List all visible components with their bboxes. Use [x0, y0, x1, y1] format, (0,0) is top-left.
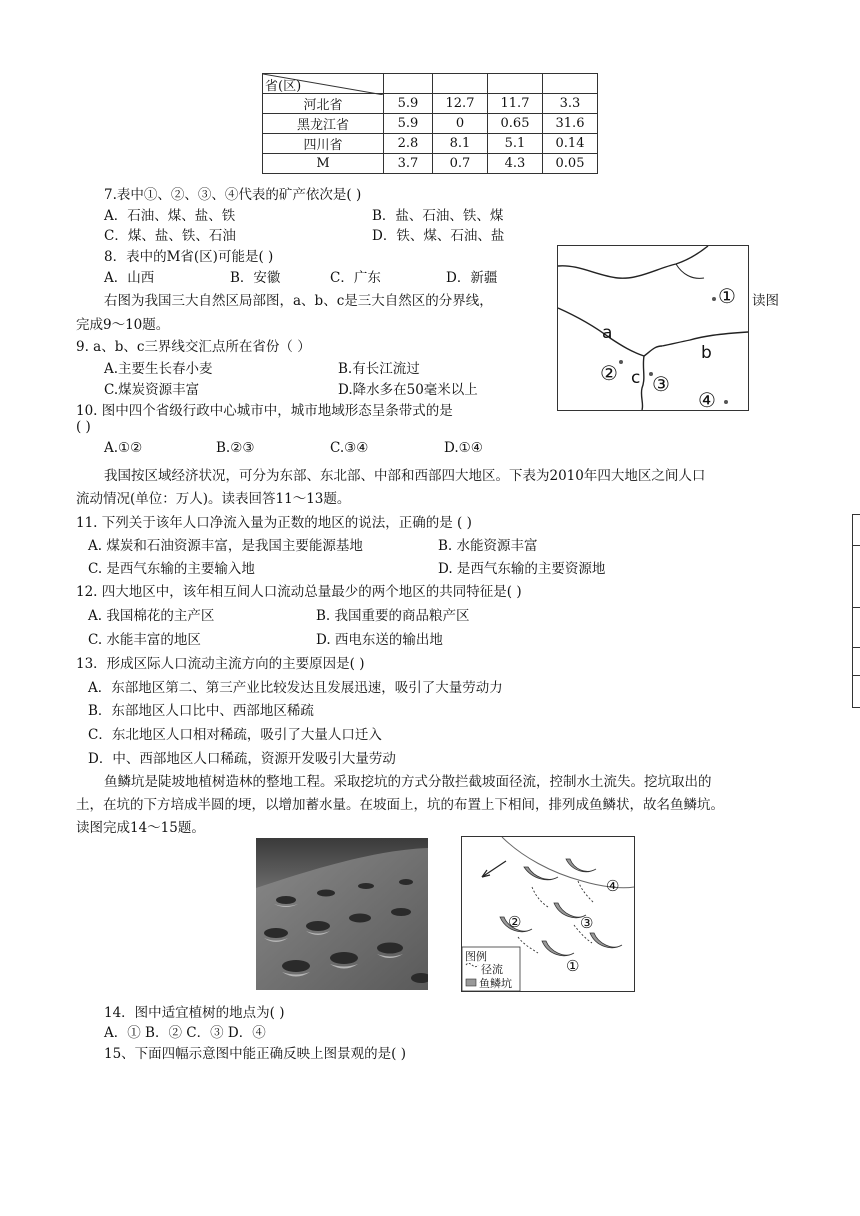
- q13-stem: 13．形成区际人口流动主流方向的主要原因是( ): [76, 656, 365, 672]
- q11-option-b: B. 水能资源丰富: [438, 538, 538, 554]
- legend-title: 图例: [465, 950, 487, 963]
- q11-option-c: C. 是西气东输的主要输入地: [88, 561, 255, 577]
- natural-regions-map: [557, 245, 749, 411]
- table-header-row: [263, 74, 598, 94]
- intro14-line2: 土，在坑的下方培成半圆的埂，以增加蓄水量。在坡面上，坑的布置上下相间，排列成鱼鳞状，故名鱼鳞坑。: [76, 797, 724, 813]
- legend-runoff: 径流: [481, 963, 503, 976]
- map-marker-4: ④: [698, 388, 716, 412]
- diagram-marker-4: ④: [606, 877, 620, 895]
- q10-option-a: A.①②: [104, 440, 143, 456]
- q9-option-b: B.有长江流过: [338, 361, 420, 377]
- q14-options: A．① B．② C．③ D．④: [104, 1025, 266, 1041]
- q11-option-a: A. 煤炭和石油资源丰富，是我国主要能源基地: [88, 538, 363, 554]
- q11-stem: 11. 下列关于该年人口净流入量为正数的地区的说法，正确的是 ( ): [76, 515, 472, 531]
- q9-option-a: A.主要生长春小麦: [104, 361, 213, 377]
- table-row: 黑龙江省 5.9 0 0.65 31.6: [263, 114, 598, 134]
- q10-option-b: B.②③: [216, 440, 255, 456]
- q13-option-d: D．中、西部地区人口稀疏，资源开发吸引大量劳动: [88, 751, 396, 767]
- q12-option-c: C. 水能丰富的地区: [88, 632, 201, 648]
- q12-option-b: B. 我国重要的商品粮产区: [316, 608, 470, 624]
- q12-option-a: A. 我国棉花的主产区: [88, 608, 215, 624]
- q8-option-d: D．新疆: [446, 270, 498, 286]
- q8-option-c: C．广东: [330, 270, 381, 286]
- q13-option-b: B．东部地区人口比中、西部地区稀疏: [88, 703, 314, 719]
- mineral-table: [262, 73, 598, 174]
- q7-option-a: A．石油、煤、盐、铁: [104, 208, 236, 224]
- map-label-c: c: [631, 368, 641, 388]
- q11-option-d: D. 是西气东输的主要资源地: [438, 561, 606, 577]
- diagram-marker-3: ③: [580, 914, 594, 932]
- table-row: 河北省 5.9 12.7 11.7 3.3: [263, 94, 598, 114]
- intro11-line2: 流动情况(单位：万人)。读表回答11～13题。: [76, 491, 351, 507]
- q8-option-a: A．山西: [104, 270, 155, 286]
- q7-stem: 7.表中①、②、③、④代表的矿产依次是( ): [104, 187, 362, 203]
- fish-scale-pit-diagram: [461, 836, 635, 992]
- diagram-marker-2: ②: [508, 913, 522, 931]
- q7-option-c: C．煤、盐、铁、石油: [104, 228, 236, 244]
- intro14-line3: 读图完成14～15题。: [76, 820, 205, 836]
- map-marker-3: ③: [652, 372, 670, 396]
- q13-option-c: C．东北地区人口相对稀疏，吸引了大量人口迁入: [88, 727, 382, 743]
- q15-stem: 15、下面四幅示意图中能正确反映上图景观的是( ): [104, 1046, 407, 1062]
- map-label-a: a: [602, 323, 613, 343]
- clipped-table-edge: [852, 514, 860, 708]
- fish-scale-pit-photo: [256, 838, 428, 990]
- q7-option-b: B．盐、石油、铁、煤: [372, 208, 504, 224]
- q7-option-d: D．铁、煤、石油、盐: [372, 228, 505, 244]
- q12-stem: 12. 四大地区中，该年相互间人口流动总量最少的两个地区的共同特征是( ): [76, 584, 522, 600]
- diagram-marker-1: ①: [566, 957, 580, 975]
- map-marker-2: ②: [600, 361, 618, 385]
- q13-option-a: A．东部地区第二、第三产业比较发达且发展迅速，吸引了大量劳动力: [88, 680, 503, 696]
- map-label-b: b: [701, 343, 712, 363]
- table-header-label: 省(区): [265, 79, 302, 94]
- q9-option-d: D.降水多在50毫米以上: [338, 382, 478, 398]
- map-marker-1: ①: [718, 284, 736, 308]
- table-row: M 3.7 0.7 4.3 0.05: [263, 154, 598, 174]
- q12-option-d: D. 西电东送的输出地: [316, 632, 443, 648]
- q10-option-d: D.①④: [444, 440, 483, 456]
- q10-option-c: C.③④: [330, 440, 369, 456]
- legend-pit: 鱼鳞坑: [479, 977, 512, 990]
- q8-stem: 8．表中的M省(区)可能是( ): [104, 249, 274, 265]
- q9-option-c: C.煤炭资源丰富: [104, 382, 200, 398]
- q10-paren: ( ): [76, 419, 91, 435]
- intro14-line1: 鱼鳞坑是陡坡地植树造林的整地工程。采取挖坑的方式分散拦截坡面径流，控制水土流失。挖坑取出的: [104, 774, 712, 790]
- intro11-line1: 我国按区域经济状况，可分为东部、东北部、中部和西部四大地区。下表为2010年四大地区之间人口: [104, 468, 706, 484]
- intro9-line1-tail: 读图: [752, 293, 779, 309]
- q9-stem: 9. a、b、c三界线交汇点所在省份（ ）: [76, 339, 311, 355]
- intro9-line2: 完成9～10题。: [76, 317, 170, 333]
- q10-stem: 10. 图中四个省级行政中心城市中，城市地域形态呈条带式的是: [76, 403, 453, 419]
- q8-option-b: B．安徽: [230, 270, 281, 286]
- q14-stem: 14．图中适宜植树的地点为( ): [104, 1005, 285, 1021]
- table-row: 四川省 2.8 8.1 5.1 0.14: [263, 134, 598, 154]
- table-diagonal-header: [263, 74, 384, 94]
- intro9-line1: 右图为我国三大自然区局部图，a、b、c是三大自然区的分界线，: [104, 293, 493, 309]
